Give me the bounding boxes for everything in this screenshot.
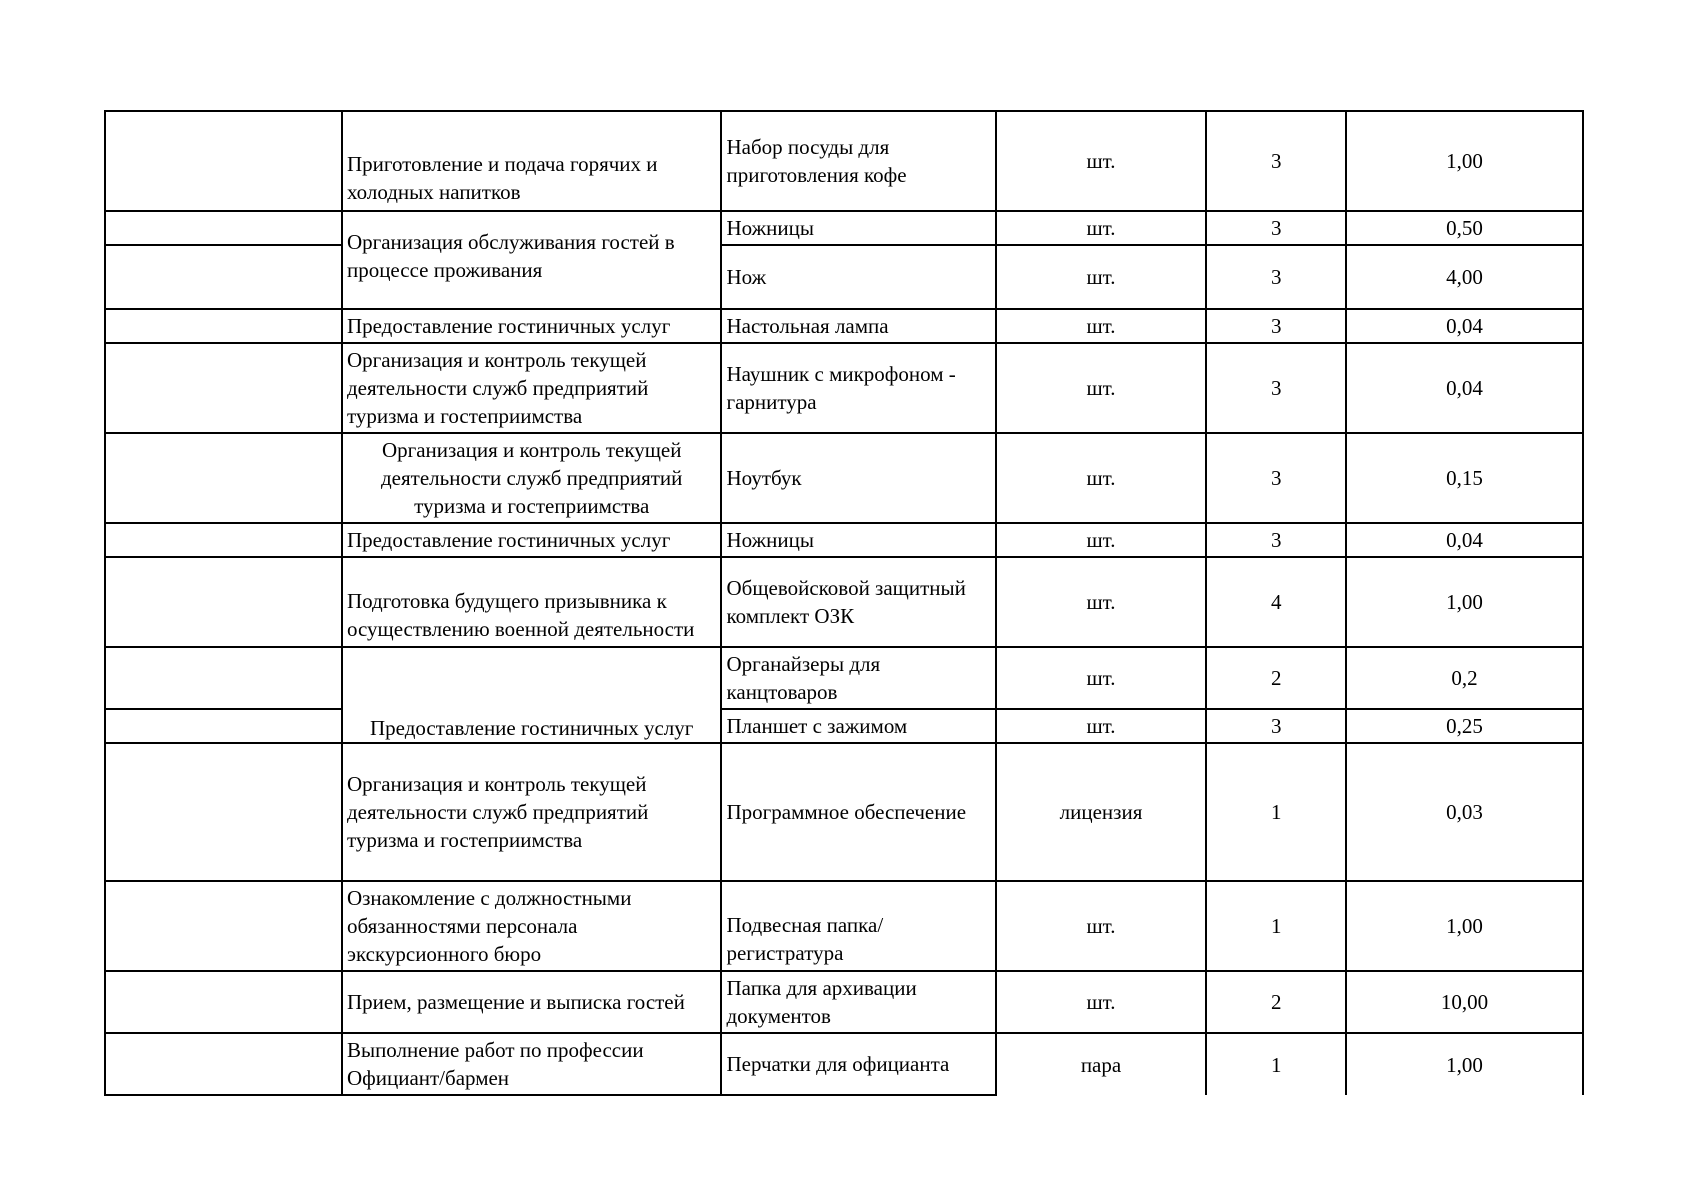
qty-cell: 3 — [1206, 309, 1346, 343]
qty-cell: 4 — [1206, 557, 1346, 647]
topic-cell: Ознакомление с должностными обязанностями персонала экскурсионного бюро — [342, 881, 722, 971]
table-row — [105, 557, 1583, 647]
qty-cell: 3 — [1206, 111, 1346, 211]
equipment-cell: Набор посуды для приготовления кофе — [721, 111, 995, 211]
topic-cell: Организация и контроль текущей деятельности служб предприятий туризма и гостеприимства — [342, 433, 722, 523]
equipment-cell: Настольная лампа — [721, 309, 995, 343]
topic-cell: Организация обслуживания гостей в процессе проживания — [342, 211, 722, 309]
table-row — [105, 709, 1583, 743]
value-cell: 1,00 — [1346, 881, 1583, 971]
equipment-cell: Органайзеры для канцтоваров — [721, 647, 995, 709]
index-cell — [105, 343, 342, 433]
equipment-cell: Ножницы — [721, 523, 995, 557]
qty-cell: 1 — [1206, 881, 1346, 971]
index-cell — [105, 881, 342, 971]
topic-cell: Приготовление и подача горячих и холодных напитков — [342, 111, 722, 211]
qty-cell: 3 — [1206, 245, 1346, 309]
equipment-cell: Наушник с микрофоном - гарнитура — [721, 343, 995, 433]
equipment-table — [104, 110, 1584, 1096]
qty-cell: 3 — [1206, 433, 1346, 523]
unit-cell: лицензия — [996, 743, 1207, 881]
table-row — [105, 523, 1583, 557]
index-cell — [105, 709, 342, 743]
equipment-cell: Папка для архивации документов — [721, 971, 995, 1033]
index-cell — [105, 433, 342, 523]
table-row — [105, 647, 1583, 709]
table-row — [105, 111, 1583, 211]
table-row — [105, 433, 1583, 523]
value-cell: 0,04 — [1346, 309, 1583, 343]
table-row — [105, 245, 1583, 309]
topic-cell: Организация и контроль текущей деятельности служб предприятий туризма и гостеприимства — [342, 343, 722, 433]
unit-cell: шт. — [996, 523, 1207, 557]
equipment-cell: Нож — [721, 245, 995, 309]
unit-cell: шт. — [996, 971, 1207, 1033]
equipment-cell: Перчатки для официанта — [721, 1033, 995, 1095]
value-cell: 1,00 — [1346, 111, 1583, 211]
value-cell: 1,00 — [1346, 1033, 1583, 1095]
topic-cell: Предоставление гостиничных услуг — [342, 647, 722, 743]
unit-cell: шт. — [996, 709, 1207, 743]
unit-cell: шт. — [996, 433, 1207, 523]
table-row — [105, 309, 1583, 343]
equipment-cell: Подвесная папка/регистратура — [721, 881, 995, 971]
table-row — [105, 1033, 1583, 1095]
qty-cell: 2 — [1206, 971, 1346, 1033]
value-cell: 0,2 — [1346, 647, 1583, 709]
index-cell — [105, 557, 342, 647]
unit-cell: шт. — [996, 557, 1207, 647]
value-cell: 0,03 — [1346, 743, 1583, 881]
qty-cell: 2 — [1206, 647, 1346, 709]
value-cell: 0,25 — [1346, 709, 1583, 743]
value-cell: 0,15 — [1346, 433, 1583, 523]
index-cell — [105, 523, 342, 557]
topic-cell: Предоставление гостиничных услуг — [342, 523, 722, 557]
index-cell — [105, 211, 342, 245]
unit-cell: шт. — [996, 111, 1207, 211]
topic-cell: Прием, размещение и выписка гостей — [342, 971, 722, 1033]
unit-cell: шт. — [996, 881, 1207, 971]
value-cell: 1,00 — [1346, 557, 1583, 647]
unit-cell: шт. — [996, 211, 1207, 245]
value-cell: 4,00 — [1346, 245, 1583, 309]
qty-cell: 1 — [1206, 743, 1346, 881]
unit-cell: шт. — [996, 647, 1207, 709]
unit-cell: шт. — [996, 343, 1207, 433]
equipment-cell: Программное обеспечение — [721, 743, 995, 881]
index-cell — [105, 743, 342, 881]
unit-cell: пара — [996, 1033, 1207, 1095]
topic-cell: Предоставление гостиничных услуг — [342, 309, 722, 343]
index-cell — [105, 111, 342, 211]
topic-cell: Подготовка будущего призывника к осуществлению военной деятельности — [342, 557, 722, 647]
topic-cell: Выполнение работ по профессии Официант/бармен — [342, 1033, 722, 1095]
index-cell — [105, 309, 342, 343]
qty-cell: 3 — [1206, 709, 1346, 743]
index-cell — [105, 647, 342, 709]
equipment-cell: Ножницы — [721, 211, 995, 245]
table-row — [105, 971, 1583, 1033]
value-cell: 10,00 — [1346, 971, 1583, 1033]
qty-cell: 3 — [1206, 343, 1346, 433]
table-row — [105, 743, 1583, 881]
index-cell — [105, 1033, 342, 1095]
unit-cell: шт. — [996, 309, 1207, 343]
index-cell — [105, 245, 342, 309]
index-cell — [105, 971, 342, 1033]
value-cell: 0,50 — [1346, 211, 1583, 245]
qty-cell: 3 — [1206, 211, 1346, 245]
table-row — [105, 343, 1583, 433]
qty-cell: 3 — [1206, 523, 1346, 557]
table-row — [105, 881, 1583, 971]
value-cell: 0,04 — [1346, 343, 1583, 433]
equipment-cell: Ноутбук — [721, 433, 995, 523]
equipment-cell: Общевойсковой защитный комплект ОЗК — [721, 557, 995, 647]
value-cell: 0,04 — [1346, 523, 1583, 557]
topic-cell: Организация и контроль текущей деятельности служб предприятий туризма и гостеприимства — [342, 743, 722, 881]
qty-cell: 1 — [1206, 1033, 1346, 1095]
equipment-cell: Планшет с зажимом — [721, 709, 995, 743]
table-row — [105, 211, 1583, 245]
unit-cell: шт. — [996, 245, 1207, 309]
